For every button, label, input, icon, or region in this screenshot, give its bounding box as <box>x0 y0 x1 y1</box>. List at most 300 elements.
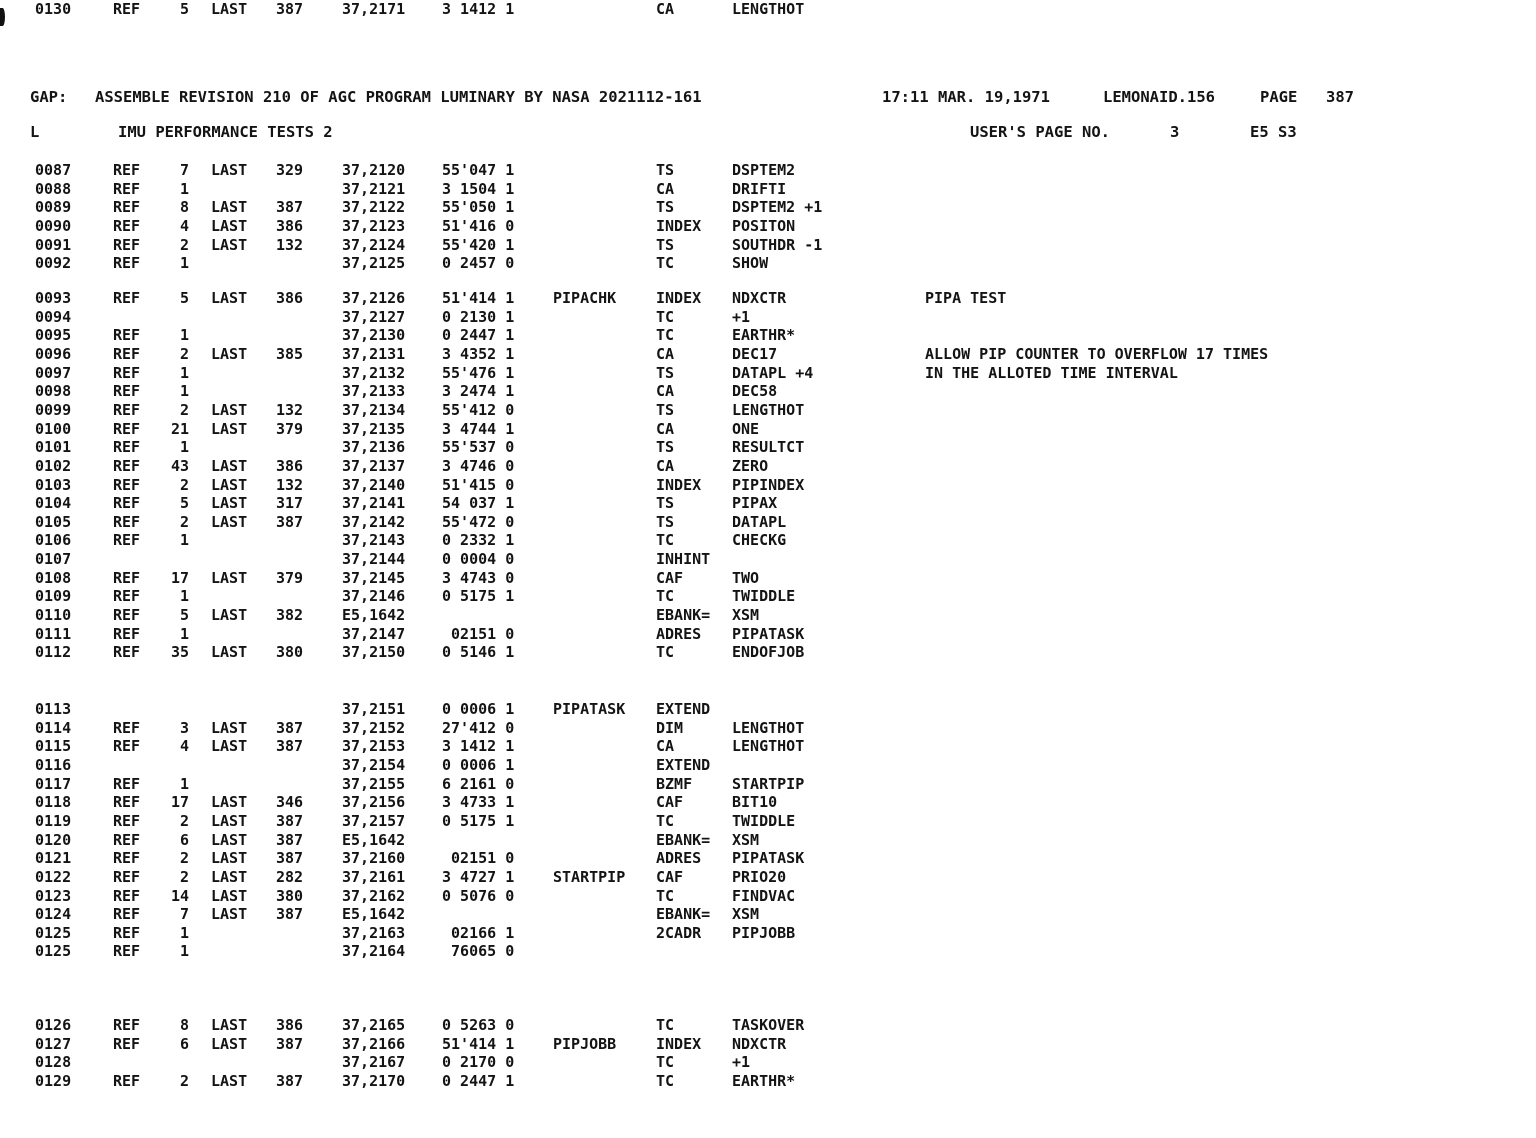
opcode: TS <box>656 438 675 457</box>
opcode: TC <box>656 307 675 326</box>
address: 37,2170 <box>342 1071 406 1090</box>
machine-word: 02151 0 <box>442 849 515 868</box>
ref-marker: REF <box>113 942 141 961</box>
line-number: 0124 <box>35 905 72 924</box>
machine-word: 0 0004 0 <box>442 550 515 569</box>
last-marker: LAST <box>211 737 248 756</box>
ref-count: 5 <box>179 0 189 18</box>
header-prefix: GAP: <box>30 88 68 106</box>
source-file: LEMONAID.156 <box>1103 88 1215 106</box>
line-number: 0109 <box>35 587 72 606</box>
ref-count: 1 <box>179 942 189 961</box>
line-number: 0102 <box>35 456 72 475</box>
line-number: 0122 <box>35 867 72 886</box>
operand: BIT10 <box>732 793 778 812</box>
operand: RESULTCT <box>732 438 805 457</box>
address: 37,2156 <box>342 793 406 812</box>
machine-word: 0 0006 1 <box>442 700 515 718</box>
opcode: EBANK= <box>656 905 711 924</box>
ref-marker: REF <box>113 494 141 513</box>
last-page: 386 <box>276 1016 304 1034</box>
machine-word: 3 4743 0 <box>442 568 515 587</box>
opcode: TS <box>656 494 675 513</box>
ref-marker: REF <box>113 793 141 812</box>
ref-count: 21 <box>170 419 189 438</box>
last-marker: LAST <box>211 289 248 307</box>
opcode: CAF <box>656 867 684 886</box>
comment: IN THE ALLOTED TIME INTERVAL <box>925 363 1178 382</box>
address: 37,2124 <box>342 235 406 254</box>
operand: CHECKG <box>732 531 787 550</box>
address: 37,2137 <box>342 456 406 475</box>
machine-word: 27'412 0 <box>442 718 515 737</box>
opcode: BZMF <box>656 774 693 793</box>
operand: NDXCTR <box>732 289 787 307</box>
ref-marker: REF <box>113 718 141 737</box>
line-number: 0112 <box>35 643 72 662</box>
operand: EARTHR* <box>732 326 796 345</box>
opcode: TC <box>656 1071 675 1090</box>
line-number: 0127 <box>35 1034 72 1053</box>
address: 37,2145 <box>342 568 406 587</box>
ref-marker: REF <box>113 1016 141 1034</box>
last-page: 387 <box>276 811 304 830</box>
ref-marker: REF <box>113 849 141 868</box>
ref-count: 2 <box>179 344 189 363</box>
machine-word: 3 4744 1 <box>442 419 515 438</box>
address: 37,2153 <box>342 737 406 756</box>
last-marker: LAST <box>211 161 248 179</box>
ref-marker: REF <box>113 774 141 793</box>
ref-marker: REF <box>113 254 141 273</box>
address: 37,2126 <box>342 289 406 307</box>
machine-word: 51'415 0 <box>442 475 515 494</box>
opcode: TC <box>656 811 675 830</box>
ref-count: 7 <box>179 161 189 179</box>
machine-word: 55'420 1 <box>442 235 515 254</box>
opcode: EXTEND <box>656 700 711 718</box>
last-marker: LAST <box>211 456 248 475</box>
last-page: 132 <box>276 475 304 494</box>
machine-word: 0 2447 1 <box>442 326 515 345</box>
ref-count: 2 <box>179 811 189 830</box>
line-number: 0105 <box>35 512 72 531</box>
page-number: 387 <box>1326 88 1354 106</box>
listing-subheader <box>0 123 1297 141</box>
address: 37,2146 <box>342 587 406 606</box>
machine-word: 3 4733 1 <box>442 793 515 812</box>
ref-count: 43 <box>170 456 189 475</box>
ref-marker: REF <box>113 606 141 625</box>
last-page: 382 <box>276 606 304 625</box>
machine-word: 0 2447 1 <box>442 1071 515 1090</box>
ref-count: 2 <box>179 235 189 254</box>
operand: ONE <box>732 419 760 438</box>
machine-word: 3 4746 0 <box>442 456 515 475</box>
address: 37,2161 <box>342 867 406 886</box>
last-page: 132 <box>276 235 304 254</box>
ref-marker: REF <box>113 179 141 198</box>
last-page: 387 <box>276 1034 304 1053</box>
opcode: TC <box>656 886 675 905</box>
machine-word: 3 4727 1 <box>442 867 515 886</box>
address: 37,2135 <box>342 419 406 438</box>
last-marker: LAST <box>211 905 248 924</box>
line-number: 0123 <box>35 886 72 905</box>
opcode: INDEX <box>656 289 702 307</box>
operand: LENGTHOT <box>732 400 805 419</box>
line-number: 0093 <box>35 289 72 307</box>
last-page: 380 <box>276 886 304 905</box>
ref-count: 5 <box>179 494 189 513</box>
ref-marker: REF <box>113 830 141 849</box>
page-label: PAGE <box>1260 88 1298 106</box>
last-page: 387 <box>276 849 304 868</box>
operand: POSITON <box>732 216 796 235</box>
ref-count: 1 <box>179 382 189 401</box>
address: 37,2131 <box>342 344 406 363</box>
line-number: 0113 <box>35 700 72 718</box>
line-number: 0096 <box>35 344 72 363</box>
opcode: CA <box>656 0 675 18</box>
operand: DEC17 <box>732 344 778 363</box>
ref-marker: REF <box>113 737 141 756</box>
ref-marker: REF <box>113 512 141 531</box>
last-page: 379 <box>276 419 304 438</box>
listing-header <box>0 88 1354 106</box>
line-number: 0100 <box>35 419 72 438</box>
address: 37,2160 <box>342 849 406 868</box>
last-marker: LAST <box>211 886 248 905</box>
operand: SOUTHDR -1 <box>732 235 823 254</box>
line-number: 0094 <box>35 307 72 326</box>
operand: DATAPL <box>732 512 787 531</box>
operand: +1 <box>732 307 751 326</box>
address: 37,2152 <box>342 718 406 737</box>
ref-count: 1 <box>179 774 189 793</box>
address: 37,2120 <box>342 161 406 179</box>
address: 37,2121 <box>342 179 406 198</box>
last-marker: LAST <box>211 494 248 513</box>
opcode: INDEX <box>656 1034 702 1053</box>
assembly-datetime: 17:11 MAR. 19,1971 <box>882 88 1050 106</box>
ref-count: 1 <box>179 624 189 643</box>
last-marker: LAST <box>211 512 248 531</box>
machine-word: 0 5263 0 <box>442 1016 515 1034</box>
opcode: TS <box>656 363 675 382</box>
operand: DSPTEM2 <box>732 161 796 179</box>
operand: PIPINDEX <box>732 475 805 494</box>
punch-hole-mark <box>0 8 5 26</box>
machine-word: 0 5146 1 <box>442 643 515 662</box>
line-number: 0116 <box>35 755 72 774</box>
opcode: TC <box>656 326 675 345</box>
ref-marker: REF <box>113 1071 141 1090</box>
last-page: 386 <box>276 456 304 475</box>
code-label: PIPACHK <box>553 289 617 307</box>
last-page: 387 <box>276 718 304 737</box>
subheader-letter: L <box>30 123 40 141</box>
ref-marker: REF <box>113 326 141 345</box>
last-page: 387 <box>276 1071 304 1090</box>
machine-word: 3 1504 1 <box>442 179 515 198</box>
ref-marker: REF <box>113 811 141 830</box>
ref-count: 7 <box>179 905 189 924</box>
last-marker: LAST <box>211 568 248 587</box>
opcode: DIM <box>656 718 684 737</box>
ref-count: 2 <box>179 849 189 868</box>
users-page-label: USER'S PAGE NO. <box>970 123 1110 141</box>
ref-count: 5 <box>179 606 189 625</box>
operand: STARTPIP <box>732 774 805 793</box>
machine-word: 55'050 1 <box>442 198 515 217</box>
ref-marker: REF <box>113 456 141 475</box>
address: 37,2142 <box>342 512 406 531</box>
address: E5,1642 <box>342 830 406 849</box>
machine-word: 0 5175 1 <box>442 811 515 830</box>
operand: DATAPL +4 <box>732 363 814 382</box>
operand: PIPAX <box>732 494 778 513</box>
ref-count: 1 <box>179 254 189 273</box>
last-marker: LAST <box>211 235 248 254</box>
opcode: TC <box>656 1016 675 1034</box>
last-marker: LAST <box>211 1016 248 1034</box>
operand: TASKOVER <box>732 1016 805 1034</box>
address: 37,2165 <box>342 1016 406 1034</box>
ref-count: 1 <box>179 531 189 550</box>
ref-marker: REF <box>113 363 141 382</box>
machine-word: 6 2161 0 <box>442 774 515 793</box>
machine-word: 76065 0 <box>442 942 515 961</box>
ref-marker: REF <box>113 419 141 438</box>
last-marker: LAST <box>211 643 248 662</box>
address: 37,2143 <box>342 531 406 550</box>
last-marker: LAST <box>211 216 248 235</box>
machine-word: 02166 1 <box>442 923 515 942</box>
line-number: 0125 <box>35 942 72 961</box>
opcode: INDEX <box>656 475 702 494</box>
line-number: 0130 <box>35 0 72 18</box>
ref-marker: REF <box>113 198 141 217</box>
last-marker: LAST <box>211 198 248 217</box>
last-page: 387 <box>276 905 304 924</box>
last-page: 387 <box>276 0 304 18</box>
last-page: 282 <box>276 867 304 886</box>
ref-count: 8 <box>179 1016 189 1034</box>
last-page: 346 <box>276 793 304 812</box>
last-page: 387 <box>276 512 304 531</box>
last-page: 379 <box>276 568 304 587</box>
last-marker: LAST <box>211 0 248 18</box>
line-number: 0087 <box>35 161 72 179</box>
ref-marker: REF <box>113 905 141 924</box>
operand: TWO <box>732 568 760 587</box>
ref-count: 8 <box>179 198 189 217</box>
ref-marker: REF <box>113 235 141 254</box>
address: 37,2171 <box>342 0 406 18</box>
ref-marker: REF <box>113 382 141 401</box>
ref-count: 17 <box>170 793 189 812</box>
line-number: 0126 <box>35 1016 72 1034</box>
machine-word: 55'472 0 <box>442 512 515 531</box>
address: 37,2164 <box>342 942 406 961</box>
ref-marker: REF <box>113 438 141 457</box>
address: 37,2140 <box>342 475 406 494</box>
machine-word: 0 2332 1 <box>442 531 515 550</box>
address: 37,2166 <box>342 1034 406 1053</box>
opcode: TC <box>656 643 675 662</box>
ref-marker: REF <box>113 216 141 235</box>
last-page: 387 <box>276 198 304 217</box>
code-label: STARTPIP <box>553 867 626 886</box>
operand: XSM <box>732 606 760 625</box>
ref-count: 14 <box>170 886 189 905</box>
comment: ALLOW PIP COUNTER TO OVERFLOW 17 TIMES <box>925 344 1269 363</box>
line-number: 0117 <box>35 774 72 793</box>
machine-word: 0 0006 1 <box>442 755 515 774</box>
address: 37,2150 <box>342 643 406 662</box>
line-number: 0125 <box>35 923 72 942</box>
line-number: 0111 <box>35 624 72 643</box>
machine-word: 54 037 1 <box>442 494 515 513</box>
opcode: INHINT <box>656 550 711 569</box>
opcode: TC <box>656 254 675 273</box>
ref-marker: REF <box>113 400 141 419</box>
operand: SHOW <box>732 254 769 273</box>
ref-count: 1 <box>179 438 189 457</box>
section-title: IMU PERFORMANCE TESTS 2 <box>118 123 333 141</box>
last-page: 387 <box>276 737 304 756</box>
opcode: 2CADR <box>656 923 702 942</box>
ref-count: 4 <box>179 216 189 235</box>
last-page: 385 <box>276 344 304 363</box>
operand: PIPJOBB <box>732 923 796 942</box>
operand: NDXCTR <box>732 1034 787 1053</box>
line-number: 0120 <box>35 830 72 849</box>
ref-count: 2 <box>179 867 189 886</box>
machine-word: 55'412 0 <box>442 400 515 419</box>
line-number: 0128 <box>35 1053 72 1072</box>
ref-marker: REF <box>113 568 141 587</box>
operand: ENDOFJOB <box>732 643 805 662</box>
line-number: 0108 <box>35 568 72 587</box>
address: 37,2163 <box>342 923 406 942</box>
ref-count: 5 <box>179 289 189 307</box>
ref-count: 35 <box>170 643 189 662</box>
address: 37,2141 <box>342 494 406 513</box>
address: 37,2167 <box>342 1053 406 1072</box>
operand: PRIO20 <box>732 867 787 886</box>
line-number: 0115 <box>35 737 72 756</box>
ref-marker: REF <box>113 161 141 179</box>
ref-count: 2 <box>179 1071 189 1090</box>
ref-marker: REF <box>113 289 141 307</box>
last-page: 380 <box>276 643 304 662</box>
line-number: 0088 <box>35 179 72 198</box>
line-number: 0107 <box>35 550 72 569</box>
operand: LENGTHOT <box>732 0 805 18</box>
operand: DEC58 <box>732 382 778 401</box>
opcode: TS <box>656 161 675 179</box>
opcode: CA <box>656 737 675 756</box>
machine-word: 3 2474 1 <box>442 382 515 401</box>
last-marker: LAST <box>211 793 248 812</box>
operand: TWIDDLE <box>732 587 796 606</box>
opcode: CAF <box>656 793 684 812</box>
address: 37,2133 <box>342 382 406 401</box>
ref-count: 2 <box>179 400 189 419</box>
ref-marker: REF <box>113 0 141 18</box>
address: 37,2157 <box>342 811 406 830</box>
ref-count: 1 <box>179 587 189 606</box>
line-number: 0118 <box>35 793 72 812</box>
last-marker: LAST <box>211 400 248 419</box>
machine-word: 0 2130 1 <box>442 307 515 326</box>
operand: PIPATASK <box>732 849 805 868</box>
ref-marker: REF <box>113 587 141 606</box>
opcode: EXTEND <box>656 755 711 774</box>
address: 37,2127 <box>342 307 406 326</box>
address: 37,2122 <box>342 198 406 217</box>
operand: LENGTHOT <box>732 737 805 756</box>
last-marker: LAST <box>211 811 248 830</box>
bank-info: E5 S3 <box>1250 123 1297 141</box>
ref-count: 1 <box>179 363 189 382</box>
opcode: TC <box>656 587 675 606</box>
opcode: EBANK= <box>656 606 711 625</box>
operand: DSPTEM2 +1 <box>732 198 823 217</box>
operand: DRIFTI <box>732 179 787 198</box>
machine-word: 3 4352 1 <box>442 344 515 363</box>
line-number: 0114 <box>35 718 72 737</box>
last-page: 386 <box>276 216 304 235</box>
machine-word: 0 5076 0 <box>442 886 515 905</box>
operand: TWIDDLE <box>732 811 796 830</box>
machine-word: 51'414 1 <box>442 289 515 307</box>
machine-word: 02151 0 <box>442 624 515 643</box>
last-page: 317 <box>276 494 304 513</box>
address: 37,2147 <box>342 624 406 643</box>
last-marker: LAST <box>211 419 248 438</box>
opcode: TS <box>656 235 675 254</box>
opcode: CA <box>656 344 675 363</box>
line-number: 0090 <box>35 216 72 235</box>
address: 37,2123 <box>342 216 406 235</box>
ref-marker: REF <box>113 886 141 905</box>
opcode: TS <box>656 198 675 217</box>
line-number: 0106 <box>35 531 72 550</box>
opcode: TC <box>656 531 675 550</box>
address: 37,2144 <box>342 550 406 569</box>
line-number: 0119 <box>35 811 72 830</box>
line-number: 0101 <box>35 438 72 457</box>
line-number: 0121 <box>35 849 72 868</box>
line-number: 0097 <box>35 363 72 382</box>
ref-count: 2 <box>179 475 189 494</box>
assembly-title: ASSEMBLE REVISION 210 OF AGC PROGRAM LUMINARY BY NASA 2021112-161 <box>95 88 702 106</box>
opcode: TS <box>656 400 675 419</box>
ref-count: 1 <box>179 179 189 198</box>
machine-word: 3 1412 1 <box>442 0 515 18</box>
last-marker: LAST <box>211 849 248 868</box>
operand: +1 <box>732 1053 751 1072</box>
ref-marker: REF <box>113 475 141 494</box>
ref-marker: REF <box>113 643 141 662</box>
ref-marker: REF <box>113 923 141 942</box>
last-marker: LAST <box>211 830 248 849</box>
opcode: ADRES <box>656 849 702 868</box>
opcode: CA <box>656 179 675 198</box>
